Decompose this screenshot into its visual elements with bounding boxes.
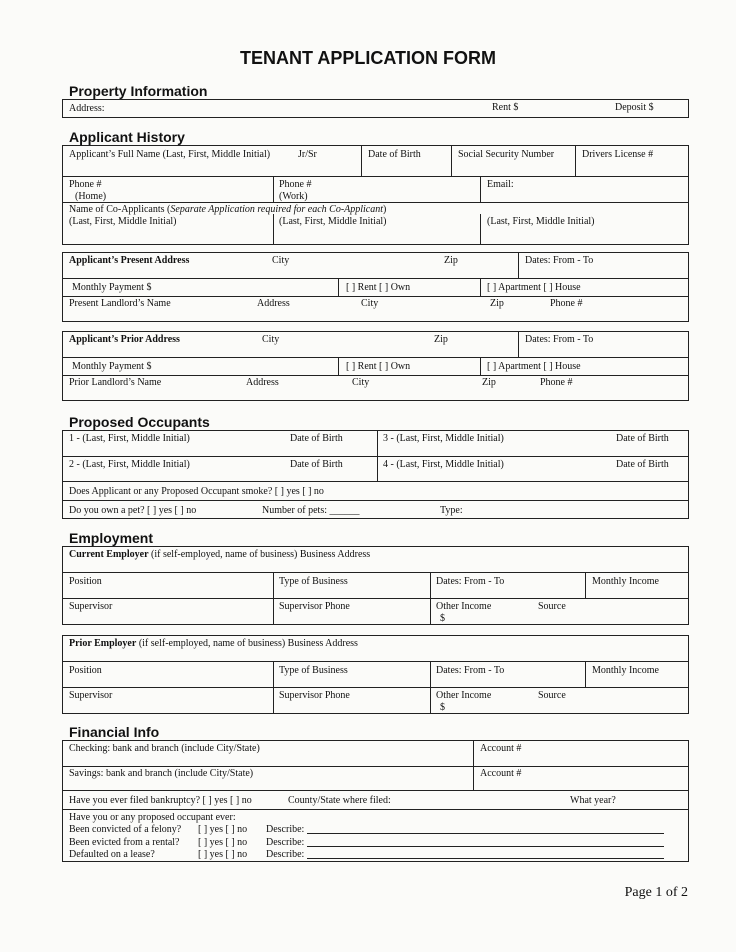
checking-account-field[interactable]: Account # bbox=[480, 743, 522, 754]
present-landlord-zip-field[interactable]: Zip bbox=[490, 298, 504, 309]
current-supervisor-field[interactable]: Supervisor bbox=[69, 601, 113, 612]
prior-supervisor-phone-field[interactable]: Supervisor Phone bbox=[279, 690, 350, 701]
prior-address-header[interactable]: Applicant’s Prior Address bbox=[69, 334, 180, 345]
felony-label: Been convicted of a felony? bbox=[69, 824, 182, 835]
prior-landlord-address-field[interactable]: Address bbox=[246, 377, 279, 388]
prior-apartment-house-checkbox[interactable]: [ ] Apartment [ ] House bbox=[487, 361, 581, 372]
current-type-of-business-field[interactable]: Type of Business bbox=[279, 576, 348, 587]
occupant-1-name-field[interactable]: 1 - (Last, First, Middle Initial) bbox=[69, 433, 190, 444]
prior-zip-field[interactable]: Zip bbox=[434, 334, 448, 345]
current-employment-dates-field[interactable]: Dates: From - To bbox=[436, 576, 505, 587]
current-monthly-income-field[interactable]: Monthly Income bbox=[592, 576, 659, 587]
section-applicant-heading: Applicant History bbox=[69, 129, 185, 145]
present-monthly-payment-field[interactable]: Monthly Payment $ bbox=[72, 282, 152, 293]
savings-bank-field[interactable]: Savings: bank and branch (include City/State) bbox=[69, 768, 254, 779]
defaulted-checkbox[interactable]: [ ] yes [ ] no bbox=[198, 849, 248, 860]
phone-work-sublabel: (Work) bbox=[279, 191, 308, 202]
present-rent-own-checkbox[interactable]: [ ] Rent [ ] Own bbox=[346, 282, 411, 293]
prior-other-income-dollar: $ bbox=[440, 702, 445, 713]
smoke-checkbox-row[interactable]: Does Applicant or any Proposed Occupant smoke? [ ] yes [ ] no bbox=[69, 486, 324, 497]
email-field[interactable]: Email: bbox=[487, 179, 514, 190]
present-address-header[interactable]: Applicant’s Present Address bbox=[69, 255, 190, 266]
prior-monthly-payment-field[interactable]: Monthly Payment $ bbox=[72, 361, 152, 372]
address-field[interactable]: Address: bbox=[69, 103, 105, 114]
current-supervisor-phone-field[interactable]: Supervisor Phone bbox=[279, 601, 350, 612]
co-applicant-name-1[interactable]: (Last, First, Middle Initial) bbox=[69, 216, 177, 227]
applicant-history-box bbox=[62, 145, 689, 245]
bankruptcy-county-field[interactable]: County/State where filed: bbox=[288, 795, 391, 806]
date-of-birth-field[interactable]: Date of Birth bbox=[368, 149, 421, 160]
history-question-label: Have you or any proposed occupant ever: bbox=[69, 812, 236, 823]
page-number: Page 1 of 2 bbox=[624, 885, 688, 900]
felony-describe-line[interactable] bbox=[307, 833, 664, 834]
prior-dates-field[interactable]: Dates: From - To bbox=[525, 334, 594, 345]
bankruptcy-year-field[interactable]: What year? bbox=[570, 795, 616, 806]
prior-landlord-phone-field[interactable]: Phone # bbox=[540, 377, 573, 388]
pet-type-field[interactable]: Type: bbox=[440, 505, 463, 516]
applicant-full-name-field[interactable]: Applicant’s Full Name (Last, First, Middle Initial) bbox=[69, 149, 271, 160]
prior-other-income-field[interactable]: Other Income bbox=[436, 690, 492, 701]
savings-account-field[interactable]: Account # bbox=[480, 768, 522, 779]
bankruptcy-checkbox-row[interactable]: Have you ever filed bankruptcy? [ ] yes [ ] no bbox=[69, 795, 252, 806]
prior-position-field[interactable]: Position bbox=[69, 665, 102, 676]
phone-work-label[interactable]: Phone # bbox=[279, 179, 312, 190]
phone-home-label[interactable]: Phone # bbox=[69, 179, 102, 190]
current-income-source-field[interactable]: Source bbox=[538, 601, 566, 612]
current-other-income-dollar: $ bbox=[440, 613, 445, 624]
present-landlord-address-field[interactable]: Address bbox=[257, 298, 290, 309]
prior-type-of-business-field[interactable]: Type of Business bbox=[279, 665, 348, 676]
occupant-2-dob-field[interactable]: Date of Birth bbox=[290, 459, 343, 470]
occupant-4-name-field[interactable]: 4 - (Last, First, Middle Initial) bbox=[383, 459, 504, 470]
present-landlord-name-field[interactable]: Present Landlord’s Name bbox=[69, 298, 171, 309]
present-city-field[interactable]: City bbox=[272, 255, 290, 266]
prior-employment-dates-field[interactable]: Dates: From - To bbox=[436, 665, 505, 676]
prior-income-source-field[interactable]: Source bbox=[538, 690, 566, 701]
phone-home-sublabel: (Home) bbox=[75, 191, 107, 202]
pet-checkbox-row[interactable]: Do you own a pet? [ ] yes [ ] no bbox=[69, 505, 197, 516]
prior-supervisor-field[interactable]: Supervisor bbox=[69, 690, 113, 701]
evicted-checkbox[interactable]: [ ] yes [ ] no bbox=[198, 837, 248, 848]
checking-bank-field[interactable]: Checking: bank and branch (include City/State) bbox=[69, 743, 260, 754]
prior-landlord-name-field[interactable]: Prior Landlord’s Name bbox=[69, 377, 162, 388]
deposit-field[interactable]: Deposit $ bbox=[615, 102, 654, 113]
section-employment-heading: Employment bbox=[69, 530, 154, 546]
present-apartment-house-checkbox[interactable]: [ ] Apartment [ ] House bbox=[487, 282, 581, 293]
ssn-field[interactable]: Social Security Number bbox=[458, 149, 555, 160]
rent-field[interactable]: Rent $ bbox=[492, 102, 519, 113]
current-other-income-field[interactable]: Other Income bbox=[436, 601, 492, 612]
felony-checkbox[interactable]: [ ] yes [ ] no bbox=[198, 824, 248, 835]
co-applicant-name-2[interactable]: (Last, First, Middle Initial) bbox=[279, 216, 387, 227]
evicted-describe-line[interactable] bbox=[307, 846, 664, 847]
evicted-label: Been evicted from a rental? bbox=[69, 837, 180, 848]
co-applicants-label: Name of Co-Applicants (Separate Application required for each Co-Applicant) bbox=[69, 204, 387, 215]
co-applicant-name-3[interactable]: (Last, First, Middle Initial) bbox=[487, 216, 595, 227]
occupant-3-dob-field[interactable]: Date of Birth bbox=[616, 433, 669, 444]
section-property-heading: Property Information bbox=[69, 83, 208, 99]
prior-rent-own-checkbox[interactable]: [ ] Rent [ ] Own bbox=[346, 361, 411, 372]
occupant-1-dob-field[interactable]: Date of Birth bbox=[290, 433, 343, 444]
section-occupants-heading: Proposed Occupants bbox=[69, 414, 210, 430]
present-landlord-phone-field[interactable]: Phone # bbox=[550, 298, 583, 309]
occupant-4-dob-field[interactable]: Date of Birth bbox=[616, 459, 669, 470]
prior-landlord-city-field[interactable]: City bbox=[352, 377, 370, 388]
form-title: TENANT APPLICATION FORM bbox=[240, 48, 496, 68]
felony-describe-label: Describe: bbox=[266, 824, 305, 835]
section-financial-heading: Financial Info bbox=[69, 724, 160, 740]
evicted-describe-label: Describe: bbox=[266, 837, 305, 848]
drivers-license-field[interactable]: Drivers License # bbox=[582, 149, 654, 160]
prior-city-field[interactable]: City bbox=[262, 334, 280, 345]
defaulted-describe-label: Describe: bbox=[266, 849, 305, 860]
defaulted-label: Defaulted on a lease? bbox=[69, 849, 155, 860]
prior-employer-header[interactable]: Prior Employer (if self-employed, name of business) Business Address bbox=[69, 638, 358, 649]
current-position-field[interactable]: Position bbox=[69, 576, 102, 587]
current-employer-header[interactable]: Current Employer (if self-employed, name of business) Business Address bbox=[69, 549, 371, 560]
number-of-pets-field[interactable]: Number of pets: ______ bbox=[262, 505, 360, 516]
property-info-box bbox=[62, 99, 689, 118]
defaulted-describe-line[interactable] bbox=[307, 858, 664, 859]
prior-landlord-zip-field[interactable]: Zip bbox=[482, 377, 496, 388]
jr-sr-field[interactable]: Jr/Sr bbox=[298, 149, 317, 160]
prior-monthly-income-field[interactable]: Monthly Income bbox=[592, 665, 659, 676]
occupant-2-name-field[interactable]: 2 - (Last, First, Middle Initial) bbox=[69, 459, 190, 470]
present-landlord-city-field[interactable]: City bbox=[361, 298, 379, 309]
present-dates-field[interactable]: Dates: From - To bbox=[525, 255, 594, 266]
occupant-3-name-field[interactable]: 3 - (Last, First, Middle Initial) bbox=[383, 433, 504, 444]
present-zip-field[interactable]: Zip bbox=[444, 255, 458, 266]
